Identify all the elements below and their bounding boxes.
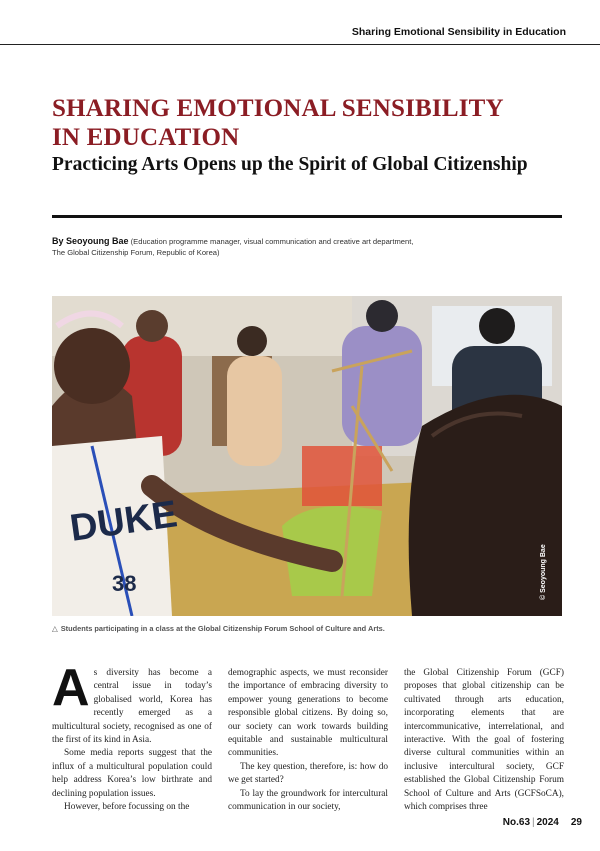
article-title — [52, 94, 572, 152]
byline-prefix: By — [52, 236, 67, 246]
running-header — [0, 0, 600, 40]
page-number: 29 — [570, 817, 582, 828]
issue-year: 2024 — [536, 817, 559, 828]
paragraph — [52, 659, 212, 747]
page-footer — [503, 817, 582, 828]
header-rule — [0, 44, 600, 45]
issue-number: No.63 — [502, 817, 531, 828]
caption-text: Students participating in a class at the Global Citizenship Forum School of Culture and Arts. — [60, 624, 385, 633]
body-column-2 — [228, 667, 388, 814]
paragraph: The key question, therefore, is: how do we get started? — [228, 761, 388, 786]
title-line-2: IN EDUCATION — [52, 124, 240, 151]
photo-illustration — [52, 296, 562, 616]
paragraph-text: s diversity has become a central issue in today’s globalised world, Korea has recently emerged as a multicultural society, recognised as one of the first of its kind in Asia. — [52, 668, 212, 746]
jersey-number: 38 — [112, 571, 137, 596]
body-column-3 — [404, 667, 564, 814]
paragraph: the Global Citizenship Forum (GCF) proposes that global citizenship can be cultivated through arts education, incorporating elements that are intercommunicative, interrelational, and interactive. With the goal of fostering diverse cultural communities within an inclusive intercultural society, GCF established the Global Citizenship Forum School of Culture and Arts (GCFSoCA), which comprises three — [404, 668, 564, 813]
paragraph: Some media reports suggest that the influx of a multicultural population could help address Korea’s low birthrate and declining population issues. — [52, 748, 212, 799]
author-affiliation-2: The Global Citizenship Forum, Republic of Korea) — [52, 248, 220, 257]
body-column-1 — [52, 659, 212, 814]
author-affiliation-1: (Education programme manager, visual communication and creative art department, — [128, 237, 414, 246]
classroom-photo — [52, 296, 562, 616]
paragraph: To lay the groundwork for intercultural communication in our society, — [228, 788, 388, 813]
drop-cap: A — [52, 659, 90, 717]
jersey-text: DUKE — [67, 493, 180, 550]
footer-separator: | — [532, 817, 535, 828]
article-subtitle: Practicing Arts Opens up the Spirit of Global Citizenship — [52, 154, 528, 175]
photo-credit: © Seoyoung Bae — [540, 544, 547, 600]
paragraph: However, before focussing on the — [64, 802, 190, 813]
running-head-text: Sharing Emotional Sensibility in Education — [351, 26, 566, 38]
title-divider — [52, 215, 562, 218]
photo-caption — [52, 624, 385, 633]
author-name: Seoyoung Bae — [66, 236, 129, 246]
byline — [52, 236, 572, 258]
paragraph: demographic aspects, we must reconsider the importance of embracing diversity to empower young generations to become responsible global citizens. By doing so, our society can work towards building equitable and sustainable multicultural communities. — [228, 668, 388, 759]
triangle-outline-icon: △ — [52, 624, 58, 633]
title-line-1: SHARING EMOTIONAL SENSIBILITY — [52, 95, 504, 122]
